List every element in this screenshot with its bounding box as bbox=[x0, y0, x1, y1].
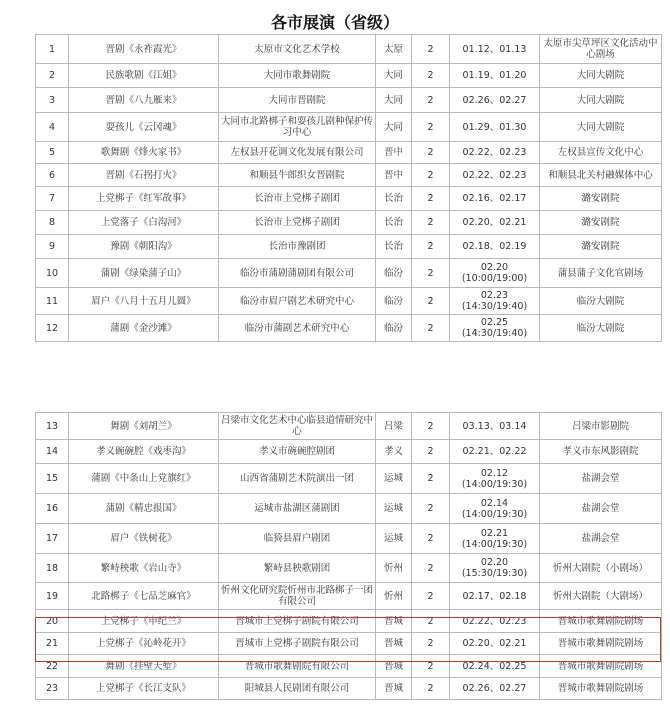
city-cell: 孝义 bbox=[376, 440, 412, 464]
row-number-cell: 1 bbox=[36, 35, 69, 64]
table-row bbox=[36, 440, 662, 464]
troupe-name-cell: 左权县开花调文化发展有限公司 bbox=[219, 142, 376, 164]
performance-date-cell: 03.13、03.14 bbox=[450, 413, 540, 440]
performance-count-cell: 2 bbox=[412, 187, 450, 211]
city-cell: 大同 bbox=[376, 88, 412, 113]
program-name-cell: 晋剧《永祚霞光》 bbox=[69, 35, 219, 64]
performance-count-cell: 2 bbox=[412, 315, 450, 342]
row-number-cell: 15 bbox=[36, 464, 69, 494]
program-name-cell: 豫剧《朝阳沟》 bbox=[69, 235, 219, 259]
table-row bbox=[36, 655, 662, 678]
troupe-name-cell: 吕梁市文化艺术中心临县道情研究中心 bbox=[219, 413, 376, 440]
venue-cell: 晋城市歌舞剧院剧场 bbox=[540, 610, 662, 633]
city-cell: 长治 bbox=[376, 235, 412, 259]
performance-date-cell: 02.21、02.22 bbox=[450, 440, 540, 464]
troupe-name-cell: 大同市北路梆子和耍孩儿剧种保护传习中心 bbox=[219, 113, 376, 142]
city-cell: 运城 bbox=[376, 494, 412, 524]
program-name-cell: 孝义碗碗腔《戏枣沟》 bbox=[69, 440, 219, 464]
venue-cell: 临汾大剧院 bbox=[540, 315, 662, 342]
city-cell: 运城 bbox=[376, 464, 412, 494]
troupe-name-cell: 阳城县人民剧团有限公司 bbox=[219, 678, 376, 700]
troupe-name-cell: 临汾市眉户剧艺术研究中心 bbox=[219, 288, 376, 315]
city-cell: 晋城 bbox=[376, 655, 412, 678]
venue-cell: 和顺县北关村融媒体中心 bbox=[540, 164, 662, 187]
venue-cell: 左权县宣传文化中心 bbox=[540, 142, 662, 164]
performance-table-2 bbox=[35, 412, 662, 700]
troupe-name-cell: 长治市上党梆子剧团 bbox=[219, 211, 376, 235]
performance-date-cell: 02.26、02.27 bbox=[450, 678, 540, 700]
venue-cell: 大同大剧院 bbox=[540, 113, 662, 142]
performance-date-cell: 01.12、01.13 bbox=[450, 35, 540, 64]
city-cell: 运城 bbox=[376, 524, 412, 554]
performance-date-cell: 02.20、02.21 bbox=[450, 211, 540, 235]
performance-date-cell: 02.25 (14:30/19:40) bbox=[450, 315, 540, 342]
performance-count-cell: 2 bbox=[412, 142, 450, 164]
venue-cell: 盐湖会堂 bbox=[540, 464, 662, 494]
table-row bbox=[36, 187, 662, 211]
program-name-cell: 上党梆子《长江支队》 bbox=[69, 678, 219, 700]
troupe-name-cell: 长治市豫剧团 bbox=[219, 235, 376, 259]
table-row bbox=[36, 413, 662, 440]
troupe-name-cell: 临汾市蒲剧蒲剧团有限公司 bbox=[219, 259, 376, 288]
troupe-name-cell: 大同市晋剧院 bbox=[219, 88, 376, 113]
venue-cell: 晋城市歌舞剧院剧场 bbox=[540, 678, 662, 700]
performance-date-cell: 02.16、02.17 bbox=[450, 187, 540, 211]
performance-date-cell: 02.14 (14:00/19:30) bbox=[450, 494, 540, 524]
performance-date-cell: 02.23 (14:30/19:40) bbox=[450, 288, 540, 315]
troupe-name-cell: 临猗县眉户剧团 bbox=[219, 524, 376, 554]
program-name-cell: 眉户《铁树花》 bbox=[69, 524, 219, 554]
table-row bbox=[36, 610, 662, 633]
row-number-cell: 16 bbox=[36, 494, 69, 524]
table-row bbox=[36, 524, 662, 554]
table-row bbox=[36, 494, 662, 524]
row-number-cell: 3 bbox=[36, 88, 69, 113]
city-cell: 晋城 bbox=[376, 610, 412, 633]
troupe-name-cell: 孝义市碗碗腔剧团 bbox=[219, 440, 376, 464]
city-cell: 临汾 bbox=[376, 315, 412, 342]
city-cell: 晋城 bbox=[376, 633, 412, 655]
program-name-cell: 上党梆子《红军故事》 bbox=[69, 187, 219, 211]
program-name-cell: 舞剧《刘胡兰》 bbox=[69, 413, 219, 440]
venue-cell: 潞安剧院 bbox=[540, 235, 662, 259]
table-row bbox=[36, 288, 662, 315]
program-name-cell: 蒲剧《精忠报国》 bbox=[69, 494, 219, 524]
venue-cell: 潞安剧院 bbox=[540, 187, 662, 211]
program-name-cell: 蒲剧《绿染蒲子山》 bbox=[69, 259, 219, 288]
troupe-name-cell: 太原市文化艺术学校 bbox=[219, 35, 376, 64]
table-row bbox=[36, 35, 662, 64]
troupe-name-cell: 繁峙县秧歌剧团 bbox=[219, 554, 376, 583]
performance-count-cell: 2 bbox=[412, 464, 450, 494]
performance-count-cell: 2 bbox=[412, 88, 450, 113]
table-row bbox=[36, 64, 662, 88]
venue-cell: 晋城市歌舞剧院剧场 bbox=[540, 633, 662, 655]
performance-date-cell: 02.20 (15:30/19:30) bbox=[450, 554, 540, 583]
venue-cell: 太原市尖草坪区文化活动中心剧场 bbox=[540, 35, 662, 64]
row-number-cell: 11 bbox=[36, 288, 69, 315]
performance-count-cell: 2 bbox=[412, 524, 450, 554]
performance-date-cell: 02.12 (14:00/19:30) bbox=[450, 464, 540, 494]
venue-cell: 临汾大剧院 bbox=[540, 288, 662, 315]
program-name-cell: 上党梆子《申纪兰》 bbox=[69, 610, 219, 633]
performance-count-cell: 2 bbox=[412, 64, 450, 88]
troupe-name-cell: 大同市歌舞剧院 bbox=[219, 64, 376, 88]
program-name-cell: 北路梆子《七品芝麻官》 bbox=[69, 583, 219, 610]
row-number-cell: 10 bbox=[36, 259, 69, 288]
row-number-cell: 2 bbox=[36, 64, 69, 88]
performance-date-cell: 01.19、01.20 bbox=[450, 64, 540, 88]
performance-count-cell: 2 bbox=[412, 235, 450, 259]
row-number-cell: 23 bbox=[36, 678, 69, 700]
performance-count-cell: 2 bbox=[412, 288, 450, 315]
performance-count-cell: 2 bbox=[412, 440, 450, 464]
program-name-cell: 民族歌剧《江姐》 bbox=[69, 64, 219, 88]
row-number-cell: 14 bbox=[36, 440, 69, 464]
city-cell: 长治 bbox=[376, 211, 412, 235]
table-row bbox=[36, 633, 662, 655]
performance-count-cell: 2 bbox=[412, 35, 450, 64]
troupe-name-cell: 晋城市上党梆子剧院有限公司 bbox=[219, 610, 376, 633]
table-row bbox=[36, 259, 662, 288]
program-name-cell: 蒲剧《金沙滩》 bbox=[69, 315, 219, 342]
venue-cell: 大同大剧院 bbox=[540, 64, 662, 88]
city-cell: 大同 bbox=[376, 64, 412, 88]
performance-count-cell: 2 bbox=[412, 583, 450, 610]
venue-cell: 盐湖会堂 bbox=[540, 524, 662, 554]
venue-cell: 蒲县蒲子文化官剧场 bbox=[540, 259, 662, 288]
program-name-cell: 蒲剧《中条山上党旗红》 bbox=[69, 464, 219, 494]
row-number-cell: 22 bbox=[36, 655, 69, 678]
row-number-cell: 17 bbox=[36, 524, 69, 554]
troupe-name-cell: 和顺县牛郎织女晋剧院 bbox=[219, 164, 376, 187]
program-name-cell: 舞剧《挂壁天堑》 bbox=[69, 655, 219, 678]
table-row bbox=[36, 235, 662, 259]
program-name-cell: 晋剧《八九雁来》 bbox=[69, 88, 219, 113]
program-name-cell: 晋剧《石拐打火》 bbox=[69, 164, 219, 187]
row-number-cell: 7 bbox=[36, 187, 69, 211]
row-number-cell: 8 bbox=[36, 211, 69, 235]
program-name-cell: 上党落子《白沟河》 bbox=[69, 211, 219, 235]
row-number-cell: 13 bbox=[36, 413, 69, 440]
table-row bbox=[36, 464, 662, 494]
troupe-name-cell: 晋城市歌舞剧院有限公司 bbox=[219, 655, 376, 678]
table-row bbox=[36, 88, 662, 113]
program-name-cell: 上党梆子《沁岭花开》 bbox=[69, 633, 219, 655]
program-name-cell: 繁峙秧歌《岩山寺》 bbox=[69, 554, 219, 583]
row-number-cell: 20 bbox=[36, 610, 69, 633]
city-cell: 临汾 bbox=[376, 259, 412, 288]
performance-count-cell: 2 bbox=[412, 494, 450, 524]
performance-count-cell: 2 bbox=[412, 164, 450, 187]
page-title: 各市展演（省级） bbox=[270, 13, 399, 32]
performance-date-cell: 02.18、02.19 bbox=[450, 235, 540, 259]
city-cell: 晋中 bbox=[376, 164, 412, 187]
table-row bbox=[36, 142, 662, 164]
performance-date-cell: 02.22、02.23 bbox=[450, 142, 540, 164]
troupe-name-cell: 山西省蒲剧艺术院演出一团 bbox=[219, 464, 376, 494]
table-row bbox=[36, 554, 662, 583]
performance-date-cell: 02.24、02.25 bbox=[450, 655, 540, 678]
row-number-cell: 6 bbox=[36, 164, 69, 187]
performance-count-cell: 2 bbox=[412, 678, 450, 700]
performance-count-cell: 2 bbox=[412, 554, 450, 583]
program-name-cell: 歌舞剧《烽火家书》 bbox=[69, 142, 219, 164]
city-cell: 临汾 bbox=[376, 288, 412, 315]
city-cell: 长治 bbox=[376, 187, 412, 211]
performance-date-cell: 02.17、02.18 bbox=[450, 583, 540, 610]
table-row bbox=[36, 113, 662, 142]
city-cell: 大同 bbox=[376, 113, 412, 142]
performance-date-cell: 02.20 (10:00/19:00) bbox=[450, 259, 540, 288]
performance-date-cell: 01.29、01.30 bbox=[450, 113, 540, 142]
performance-date-cell: 02.21 (14:00/19:30) bbox=[450, 524, 540, 554]
row-number-cell: 18 bbox=[36, 554, 69, 583]
troupe-name-cell: 长治市上党梆子剧团 bbox=[219, 187, 376, 211]
troupe-name-cell: 晋城市上党梆子剧院有限公司 bbox=[219, 633, 376, 655]
venue-cell: 孝义市东风影剧院 bbox=[540, 440, 662, 464]
table-row bbox=[36, 678, 662, 700]
performance-count-cell: 2 bbox=[412, 610, 450, 633]
row-number-cell: 9 bbox=[36, 235, 69, 259]
venue-cell: 大同大剧院 bbox=[540, 88, 662, 113]
performance-count-cell: 2 bbox=[412, 113, 450, 142]
performance-date-cell: 02.22、02.23 bbox=[450, 164, 540, 187]
city-cell: 忻州 bbox=[376, 554, 412, 583]
table-row bbox=[36, 315, 662, 342]
city-cell: 晋中 bbox=[376, 142, 412, 164]
performance-table-1 bbox=[35, 34, 662, 342]
table-row bbox=[36, 164, 662, 187]
row-number-cell: 4 bbox=[36, 113, 69, 142]
program-name-cell: 眉户《八月十五月儿圆》 bbox=[69, 288, 219, 315]
performance-count-cell: 2 bbox=[412, 413, 450, 440]
venue-cell: 吕梁市影剧院 bbox=[540, 413, 662, 440]
city-cell: 吕梁 bbox=[376, 413, 412, 440]
performance-date-cell: 02.26、02.27 bbox=[450, 88, 540, 113]
venue-cell: 盐湖会堂 bbox=[540, 494, 662, 524]
performance-count-cell: 2 bbox=[412, 633, 450, 655]
row-number-cell: 12 bbox=[36, 315, 69, 342]
venue-cell: 忻州大剧院（大剧场） bbox=[540, 583, 662, 610]
city-cell: 太原 bbox=[376, 35, 412, 64]
city-cell: 忻州 bbox=[376, 583, 412, 610]
venue-cell: 晋城市歌舞剧院剧场 bbox=[540, 655, 662, 678]
row-number-cell: 21 bbox=[36, 633, 69, 655]
program-name-cell: 耍孩儿《云冈魂》 bbox=[69, 113, 219, 142]
performance-count-cell: 2 bbox=[412, 259, 450, 288]
performance-count-cell: 2 bbox=[412, 655, 450, 678]
performance-date-cell: 02.22、02.23 bbox=[450, 610, 540, 633]
venue-cell: 潞安剧院 bbox=[540, 211, 662, 235]
table-row bbox=[36, 211, 662, 235]
city-cell: 晋城 bbox=[376, 678, 412, 700]
venue-cell: 忻州大剧院（小剧场） bbox=[540, 554, 662, 583]
table-row bbox=[36, 583, 662, 610]
row-number-cell: 19 bbox=[36, 583, 69, 610]
performance-date-cell: 02.20、02.21 bbox=[450, 633, 540, 655]
troupe-name-cell: 临汾市蒲剧艺术研究中心 bbox=[219, 315, 376, 342]
troupe-name-cell: 忻州文化研究院忻州市北路梆子一团有限公司 bbox=[219, 583, 376, 610]
troupe-name-cell: 运城市盐湖区蒲剧团 bbox=[219, 494, 376, 524]
performance-count-cell: 2 bbox=[412, 211, 450, 235]
row-number-cell: 5 bbox=[36, 142, 69, 164]
